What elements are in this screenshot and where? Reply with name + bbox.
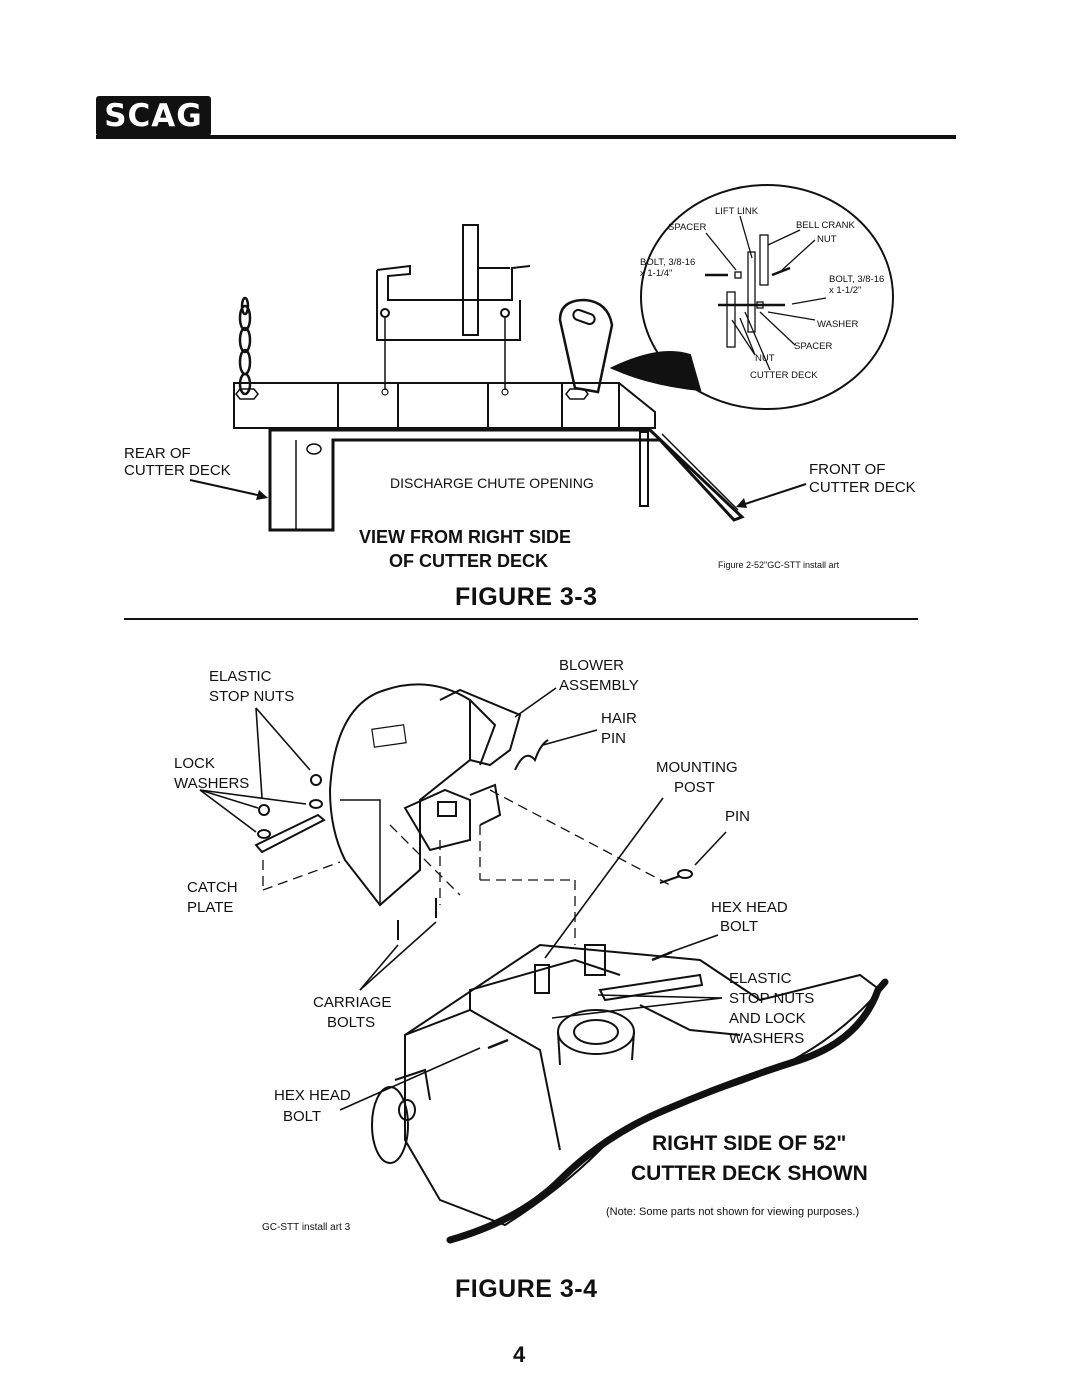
discharge-label: DISCHARGE CHUTE OPENING (390, 475, 594, 491)
detail-bolt-left-2: x 1-1/4" (640, 268, 673, 279)
elastic-lock-2: STOP NUTS (729, 990, 815, 1007)
blower-housing (330, 684, 470, 905)
hex-head-bolt-r1: HEX HEAD (711, 899, 788, 916)
lock-washers-1: LOCK (174, 755, 215, 772)
elastic-stop-nuts-2: STOP NUTS (209, 688, 295, 705)
mounting-post-1: MOUNTING (656, 759, 738, 776)
carriage-bolts-1: CARRIAGE (313, 994, 392, 1011)
detail-cutter-deck: CUTTER DECK (750, 370, 818, 381)
upright-post (463, 225, 478, 335)
fig33-art-ref: Figure 2-52"GC-STT install art (718, 560, 840, 570)
detail-spacer-top: SPACER (668, 222, 707, 233)
hanger-bracket (377, 266, 530, 340)
fig33-label: FIGURE 3-3 (455, 583, 598, 611)
front-label-2: CUTTER DECK (809, 479, 916, 496)
blower-2: ASSEMBLY (559, 677, 639, 694)
elastic-lock-4: WASHERS (729, 1030, 805, 1047)
right-side-line2: CUTTER DECK SHOWN (631, 1162, 868, 1185)
lock-washers-2: WASHERS (174, 775, 250, 792)
fig33-caption-2: OF CUTTER DECK (389, 551, 548, 571)
elastic-lock-1: ELASTIC (729, 970, 792, 987)
elastic-lock-3: AND LOCK (729, 1010, 806, 1027)
mounting-post-2: POST (674, 779, 715, 796)
catch-plate (256, 815, 324, 852)
fig33-caption-1: VIEW FROM RIGHT SIDE (359, 527, 572, 547)
rear-label-1: REAR OF (124, 445, 191, 462)
rear-arrow (190, 480, 262, 496)
hex-head-bolt-l2: BOLT (283, 1108, 322, 1125)
figure-divider (124, 618, 918, 620)
header-rule (96, 135, 956, 139)
front-arrow (742, 484, 806, 505)
fig34-art-ref: GC-STT install art 3 (262, 1222, 351, 1233)
caster-wheel (372, 1087, 408, 1163)
detail-nut-bottom: NUT (755, 353, 775, 364)
pin-label: PIN (725, 808, 751, 825)
catch-plate-1: CATCH (187, 879, 238, 896)
right-side-line1: RIGHT SIDE OF 52" (652, 1132, 847, 1155)
break-line (450, 982, 885, 1240)
detail-nut-top: NUT (817, 234, 837, 245)
rear-label-2: CUTTER DECK (124, 462, 231, 479)
lift-arm (560, 300, 612, 392)
viewing-note: (Note: Some parts not shown for viewing purposes.) (606, 1206, 860, 1218)
fig34-label: FIGURE 3-4 (455, 1275, 598, 1303)
detail-bolt-right-2: x 1-1/2" (829, 285, 862, 296)
scag-logo (96, 96, 211, 136)
catch-plate-2: PLATE (187, 899, 234, 916)
detail-bolt-left-1: BOLT, 3/8-16 (640, 257, 696, 268)
hair-pin-1: HAIR (601, 710, 637, 727)
blower-1: BLOWER (559, 657, 625, 674)
leader-lines (200, 688, 726, 1110)
hair-pin-2: PIN (601, 730, 627, 747)
elastic-stop-nuts-1: ELASTIC (209, 668, 272, 685)
chain (240, 298, 250, 394)
detail-lift-link: LIFT LINK (715, 206, 759, 217)
detail-spacer-bottom: SPACER (794, 341, 833, 352)
page-number: 4 (513, 1342, 526, 1367)
hex-head-bolt-r2: BOLT (720, 918, 759, 935)
front-label-1: FRONT OF (809, 461, 886, 478)
detail-bell-crank: BELL CRANK (796, 220, 855, 231)
logo-text: SCAG (104, 98, 203, 134)
detail-washer: WASHER (817, 319, 859, 330)
hex-head-bolt-l1: HEX HEAD (274, 1087, 351, 1104)
detail-bolt-right-1: BOLT, 3/8-16 (829, 274, 885, 285)
carriage-bolts-2: BOLTS (327, 1014, 376, 1031)
